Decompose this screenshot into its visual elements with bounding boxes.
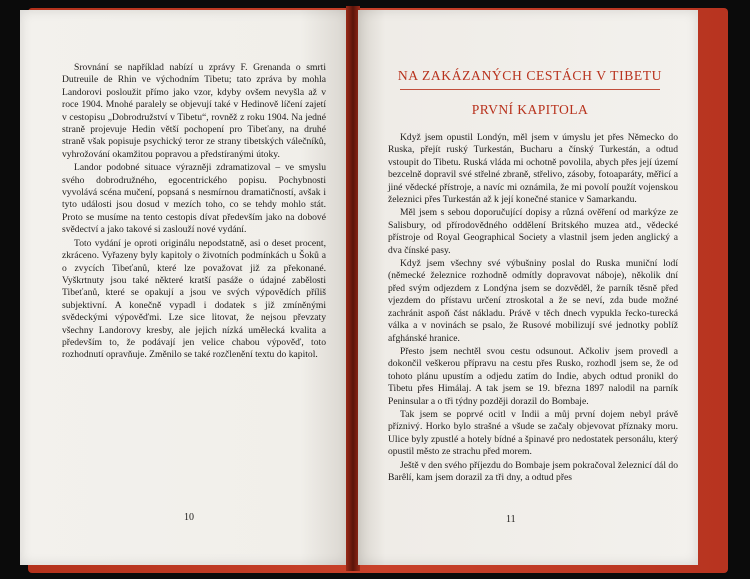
chapter-name: PRVNÍ KAPITOLA [471, 102, 589, 117]
right-paragraph-3: Když jsem všechny své výbušniny poslal do Ruska muniční lodí (německé železnice rozhodně odmítly dopravovat náboje), několik dní před svým odjezdem z Londýna jsem se dozvěděl, že parník těsně před vjezdem do přístavu určení ztroskotal a že se neví, zda bude možné zachránit aspoň část nákladu. Právě v těch dnech vypukla řecko-turecká válka a v novinách se psalo, že Rusové mobilizují své jednotky poblíž afghánské hranice. [388, 258, 678, 344]
right-paragraph-2: Měl jsem s sebou doporučující dopisy a různá ověření od markýze ze Salisbury, od přírodovědného oddělení Britského muzea atd., vědecké přístroje od Royal Geographical Society a vlastnil jsem jeden anglický a dva čínské pasy. [388, 207, 678, 256]
left-paragraph-1: Srovnání se například nabízí u zprávy F. Grenanda o smrti Dutreuile de Rhin ve východním Tibetu; tato zpráva by mohla Landorovi posloužit přímo jako vzor, kdyby ovšem nevyšla až v roce 1904. Mnohé paralely se objevují také v Hedinově líčení zajetí v cestopisu „Dobrodružství v Tibetu“, rovněž z roku 1904. Na jedné straně projevuje Hedin větší pochopení pro Tibeťany, na druhé straně však popisuje psychický teror ze strany tibetských válečníků, vyhrožování okamžitou popravou a předstíranými útoky. [62, 62, 326, 160]
right-page-number: 11 [506, 514, 516, 525]
left-paragraph-2: Landor podobné situace výrazněji zdramatizoval – ve smyslu svého dobrodružného, egocentrického popisu. Pochybnosti vyvolává scéna mučení, popsaná s nesmírnou dramatičností, avšak i tyto události jsou dosud v mezích toho, co se tehdy mohlo stát. Proto se musíme na tento cestopis dívat především jako na dobové svědectví a jako takové si zaslouží nové vydání. [62, 162, 326, 236]
right-page-text [388, 132, 678, 485]
left-paragraph-3: Toto vydání je oproti originálu nepodstatně, asi o deset procent, zkráceno. Vyřazeny byly kapitoly o životních podmínkách u Šoků a o zvycích Tibeťanů, které lze považovat již za překonané. Vyškrtnuty jsou také některé kratší pasáže o údajné zabělosti Tibeťanů, které se opakují a jsou ve svých výpovědích příliš subjektivní. A konečně vypadl i dodatek s již zmíněnými svědeckými výpověďmi. Lze sice litovat, že nejsou převzaty všechny Landorovy kresby, ale jejich nízká umělecká kvalita a především to, že podávají jen velice chabou výpověď, toto rozhodnutí opravňuje. Změnilo se také rozčlenění textu do kapitol. [62, 237, 326, 361]
right-paragraph-4: Přesto jsem nechtěl svou cestu odsunout. Ačkoliv jsem provedl a dokončil veškerou přípravu na cestu přes Rusko, rozhodl jsem se, že od tohoto plánu upustím a odjedu zatím do Indie, abych odtud pronikl do Tibetu přes Himálaj. A tak jsem se 19. března 1897 nalodil na parník Peninsular a o tři týdny později dorazil do Bombaje. [388, 345, 678, 407]
chapter-heading: NA ZAKÁZANÝCH CESTÁCH V TIBETU [397, 68, 663, 83]
right-paragraph-6: Ještě v den svého příjezdu do Bombaje jsem pokračoval železnicí dál do Barêlí, kam jsem dorazil za tři dny, a odtud přes [388, 459, 678, 483]
heading-rule [400, 89, 660, 90]
left-page-number: 10 [184, 512, 194, 523]
right-paragraph-5: Tak jsem se poprvé ocitl v Indii a můj první dojem nebyl právě příznivý. Horko bylo strašné a všude se začaly objevovat příznaky moru. Ulice byly zpustlé a hotely bídné a špinavé pro nedostatek personálu, který opustil město ze strachu před morem. [388, 408, 678, 458]
right-paragraph-1: Když jsem opustil Londýn, měl jsem v úmyslu jet přes Německo do Ruska, přejít ruský Turkestán, Bucharu a čínský Turkestán, a odtud vstoupit do Tibetu. Ruská vláda mi ochotně povolila, abych přes její území bezcelně dopravil své střelné zbraně, střelivo, zásoby, fotoaparáty, měřicí a jiné vědecké přístroje, a navíc mi oznámila, že mi povolí použít vojenskou železnici přes Turkestán až k její konečné stanice v Samarkandu. [388, 132, 678, 206]
left-page-text [62, 62, 326, 363]
